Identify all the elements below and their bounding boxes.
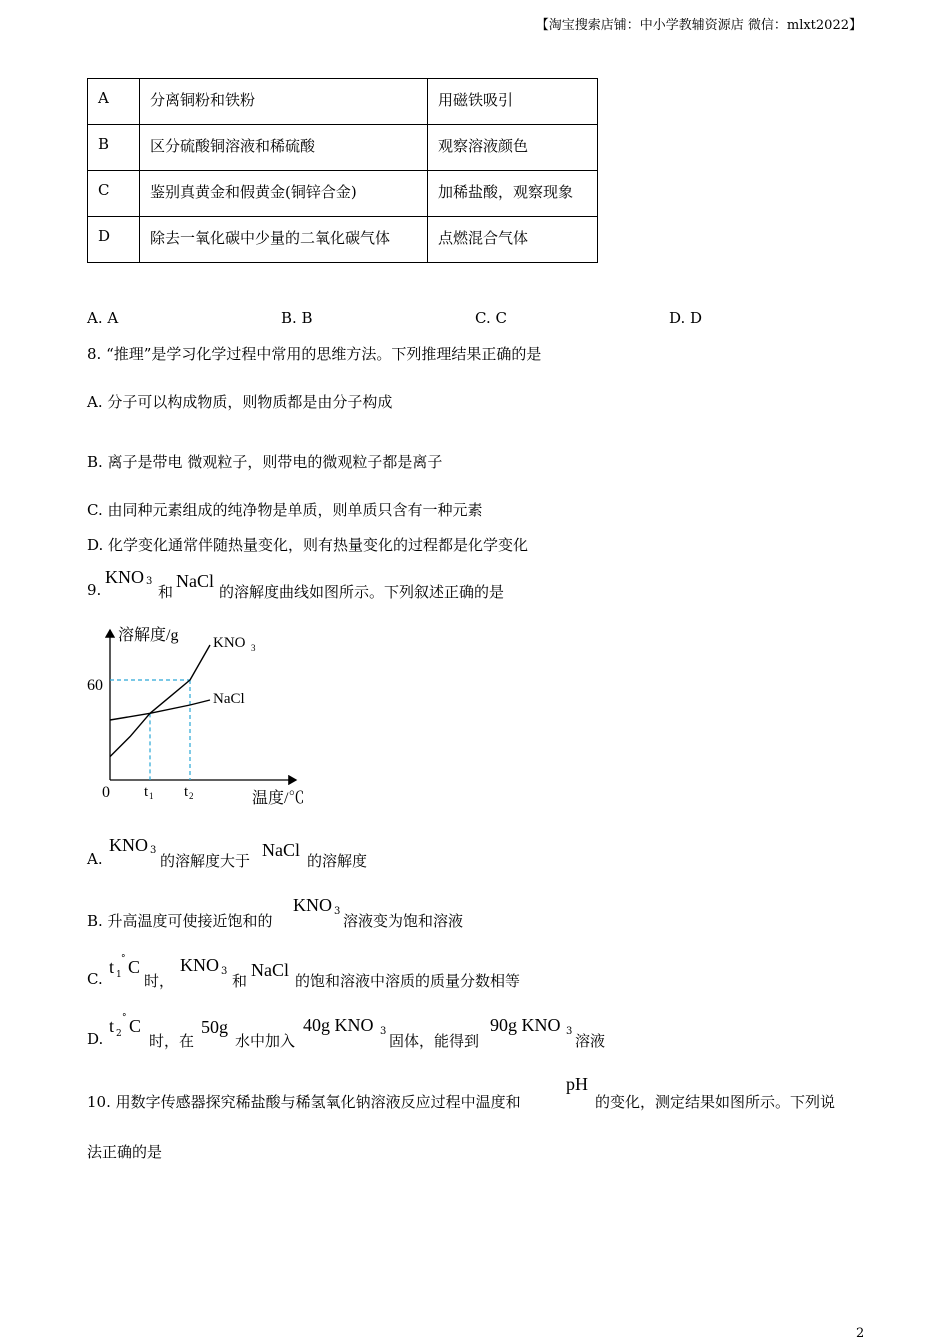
kno3-series-label: KNO: [213, 635, 246, 651]
q9-option-c-time: 时，: [144, 972, 175, 990]
nacl-curve: [110, 700, 210, 720]
kno3-curve: [110, 645, 210, 757]
table-row: [88, 79, 598, 125]
nacl-series-label: NaCl: [213, 691, 245, 707]
q9-option-b-head: B. 升高温度可使接近饱和的: [87, 912, 273, 930]
q9-option-a-mid: 的溶解度大于: [160, 852, 251, 870]
q9-option-c-t: t: [109, 957, 115, 977]
x-tick-label-t1: t: [144, 784, 149, 800]
y-axis-label: 溶解度/g: [118, 627, 179, 644]
row-label: D: [88, 217, 140, 263]
q9-option-d-tail: 溶液: [575, 1032, 606, 1050]
q9-stem-tail: 的溶解度曲线如图所示。下列叙述正确的是: [219, 583, 505, 601]
q9-formula-nacl: NaCl: [176, 571, 214, 591]
row-purpose: 分离铜粉和铁粉: [140, 79, 428, 125]
table-row: [88, 217, 598, 263]
q7-choice-c: C. C: [475, 309, 507, 327]
q7-choice-d: D. D: [669, 309, 703, 327]
q9-option-a-tail: 的溶解度: [307, 852, 368, 870]
q9-option-a-label: A.: [87, 850, 103, 868]
q9-option-c-t-sub: 1: [116, 970, 122, 980]
q8-option-b: B. 离子是带电 微观粒子，则带电的微观粒子都是离子: [87, 453, 443, 471]
q9-option-a-kno3: KNO: [109, 835, 148, 855]
q9-option-c-kno3: KNO: [180, 955, 219, 975]
x-axis-label: 温度/℃: [252, 790, 305, 807]
q9-option-b-tail: 溶液变为饱和溶液: [343, 912, 464, 930]
page-number: 2: [856, 1326, 865, 1341]
q8-option-d: D. 化学变化通常伴随热量变化，则有热量变化的过程都是化学变化: [87, 536, 529, 554]
q9-option-c-celsius: C: [128, 957, 141, 977]
q9-option-c-degree: °: [121, 954, 126, 964]
q9-option-d-mass40: 40g KNO: [303, 1015, 374, 1035]
q9-number: 9.: [87, 581, 102, 599]
q10-line1-head: 10. 用数字传感器探究稀盐酸与稀氢氧化钠溶液反应过程中温度和: [87, 1093, 521, 1111]
q9-option-d-sub40: 3: [380, 1026, 387, 1037]
solubility-chart: [82, 620, 322, 812]
q10-ph: pH: [566, 1074, 588, 1094]
q9-option-d-mass50: 50g: [201, 1017, 228, 1037]
row-method: 用磁铁吸引: [428, 79, 598, 125]
row-purpose: 除去一氧化碳中少量的二氧化碳气体: [140, 217, 428, 263]
y-tick-label: 60: [87, 677, 103, 694]
row-method: 观察溶液颜色: [428, 125, 598, 171]
q9-option-c-and: 和: [232, 972, 248, 990]
q9-option-d-degree: °: [122, 1013, 127, 1023]
q9-option-c-label: C.: [87, 970, 103, 988]
q9-option-c-tail: 的饱和溶液中溶质的质量分数相等: [295, 972, 521, 990]
q9-option-d-t-sub: 2: [116, 1029, 122, 1039]
header-banner: 【淘宝搜索店铺：中小学教辅资源店 微信：mlxt2022】: [535, 18, 862, 33]
q9-option-c-nacl: NaCl: [251, 960, 289, 980]
q9-option-d-sub90: 3: [566, 1026, 573, 1037]
row-method: 加稀盐酸，观察现象: [428, 171, 598, 217]
row-purpose: 鉴别真黄金和假黄金(铜锌合金): [140, 171, 428, 217]
q9-option-c-sub: 3: [221, 966, 228, 977]
row-purpose: 区分硫酸铜溶液和稀硫酸: [140, 125, 428, 171]
row-label: B: [88, 125, 140, 171]
q9-option-b-kno3: KNO: [293, 895, 332, 915]
q9-option-a-nacl: NaCl: [262, 840, 300, 860]
table-row: [88, 125, 598, 171]
x-tick-label-sub-t1: 1: [149, 791, 154, 801]
q9-option-d-water: 水中加入: [235, 1032, 296, 1050]
q9-formula-sub: 3: [146, 576, 153, 587]
q9-option-d-time: 时，在: [149, 1032, 195, 1050]
origin-label: 0: [102, 784, 110, 801]
table-row: [88, 171, 598, 217]
q9-option-d-label: D.: [87, 1030, 104, 1048]
q9-option-b-sub: 3: [334, 906, 341, 917]
x-tick-label-sub-t2: 2: [189, 791, 194, 801]
q9-option-d-celsius: C: [129, 1016, 142, 1036]
row-method: 点燃混合气体: [428, 217, 598, 263]
q7-choice-b: B. B: [281, 309, 313, 327]
q9-and: 和: [158, 583, 174, 601]
row-label: C: [88, 171, 140, 217]
q9-option-d-t: t: [109, 1016, 115, 1036]
q9-formula-kno3: KNO: [105, 567, 144, 587]
x-tick-label-t2: t: [184, 784, 189, 800]
q8-stem: 8. “推理”是学习化学过程中常用的思维方法。下列推理结果正确的是: [87, 345, 542, 363]
q10-line2: 法正确的是: [87, 1143, 163, 1161]
q8-option-c: C. 由同种元素组成的纯净物是单质，则单质只含有一种元素: [87, 501, 483, 519]
q9-option-a-sub: 3: [150, 845, 157, 856]
q7-options-table: [87, 78, 598, 263]
q8-option-a: A. 分子可以构成物质，则物质都是由分子构成: [87, 393, 393, 411]
q7-choice-a: A. A: [87, 309, 119, 327]
q10-line1-tail: 的变化，测定结果如图所示。下列说: [595, 1093, 836, 1111]
q9-option-d-mass90: 90g KNO: [490, 1015, 561, 1035]
q9-option-d-solid: 固体，能得到: [389, 1032, 480, 1050]
row-label: A: [88, 79, 140, 125]
kno3-series-label-sub: 3: [251, 643, 256, 653]
